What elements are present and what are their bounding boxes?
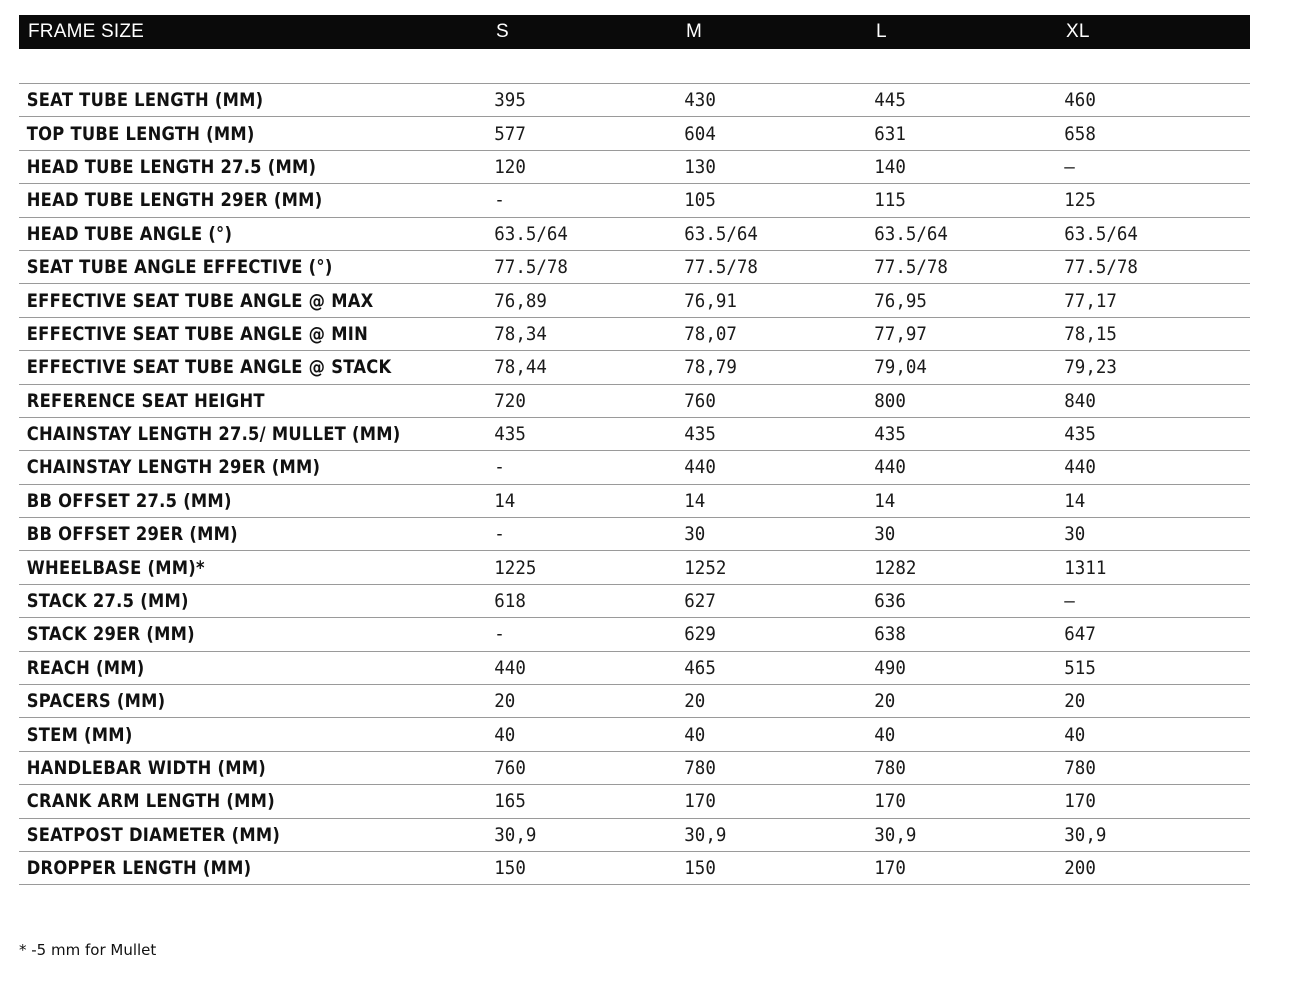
row-label: STACK 27.5 (MM) xyxy=(26,590,189,613)
cell-value-s: 618 xyxy=(494,590,526,613)
cell-value-l: 63.5/64 xyxy=(874,222,948,245)
cell-value-m: 20 xyxy=(684,690,706,713)
cell-value-xl: 658 xyxy=(1064,122,1096,145)
cell-value-xl: 20 xyxy=(1064,690,1086,713)
cell-value-m: 40 xyxy=(684,723,706,746)
header-label-frame-size: FRAME SIZE xyxy=(28,21,145,42)
cell-value-m: 430 xyxy=(684,89,716,112)
cell-value-s: 20 xyxy=(494,690,516,713)
cell-value-xl: 63.5/64 xyxy=(1064,222,1138,245)
table-row xyxy=(19,451,1250,484)
cell-value-s: 165 xyxy=(494,790,526,813)
cell-value-l: 77.5/78 xyxy=(874,256,948,279)
cell-value-m: 63.5/64 xyxy=(684,222,758,245)
row-label: BB OFFSET 27.5 (MM) xyxy=(26,489,232,512)
cell-value-m: 78,79 xyxy=(684,356,737,379)
cell-value-l: 77,97 xyxy=(874,322,927,345)
cell-value-m: 76,91 xyxy=(684,289,737,312)
cell-value-m: 170 xyxy=(684,790,716,813)
table-row xyxy=(19,385,1250,418)
row-label: EFFECTIVE SEAT TUBE ANGLE @ MIN xyxy=(26,322,369,345)
row-label: SPACERS (MM) xyxy=(26,690,166,713)
cell-value-s: 77.5/78 xyxy=(494,256,568,279)
cell-value-s: 14 xyxy=(494,489,516,512)
cell-value-s: 435 xyxy=(494,423,526,446)
row-label: HEAD TUBE ANGLE (°) xyxy=(26,222,233,245)
cell-value-xl: 77.5/78 xyxy=(1064,256,1138,279)
cell-value-m: 760 xyxy=(684,389,716,412)
cell-value-s: 63.5/64 xyxy=(494,222,568,245)
cell-value-xl: 14 xyxy=(1064,489,1086,512)
table-row xyxy=(19,218,1250,251)
row-label: SEAT TUBE ANGLE EFFECTIVE (°) xyxy=(26,256,333,279)
cell-value-s: 395 xyxy=(494,89,526,112)
cell-value-l: 638 xyxy=(874,623,906,646)
cell-value-l: 170 xyxy=(874,790,906,813)
cell-value-s: 150 xyxy=(494,857,526,880)
cell-value-xl: 40 xyxy=(1064,723,1086,746)
cell-value-l: 780 xyxy=(874,757,906,779)
row-label: TOP TUBE LENGTH (MM) xyxy=(26,122,255,145)
table-row xyxy=(19,184,1250,217)
row-label: EFFECTIVE SEAT TUBE ANGLE @ STACK xyxy=(26,356,392,379)
table-row xyxy=(19,685,1250,718)
cell-value-m: 1252 xyxy=(684,556,727,579)
cell-value-m: 604 xyxy=(684,122,716,145)
table-row xyxy=(19,785,1250,818)
cell-value-l: 445 xyxy=(874,89,906,112)
cell-value-xl: 440 xyxy=(1064,456,1096,479)
table-row xyxy=(19,551,1250,584)
cell-value-m: 77.5/78 xyxy=(684,256,758,279)
cell-value-l: 14 xyxy=(874,489,896,512)
row-label: HEAD TUBE LENGTH 29ER (MM) xyxy=(26,189,323,212)
cell-value-l: 30 xyxy=(874,523,896,546)
cell-value-m: 627 xyxy=(684,590,716,613)
table-row xyxy=(19,652,1250,685)
table-body xyxy=(19,84,1250,885)
table-header-row xyxy=(19,15,1250,49)
cell-value-s: 78,34 xyxy=(494,322,547,345)
row-label: STACK 29ER (MM) xyxy=(26,623,195,646)
cell-value-l: 79,04 xyxy=(874,356,927,379)
row-label: REFERENCE SEAT HEIGHT xyxy=(26,389,265,412)
table-row xyxy=(19,318,1250,351)
cell-value-m: 435 xyxy=(684,423,716,446)
footnote: * -5 mm for Mullet xyxy=(19,941,157,959)
row-label: CHAINSTAY LENGTH 27.5/ MULLET (MM) xyxy=(26,423,401,446)
table-row xyxy=(19,518,1250,551)
table-row xyxy=(19,618,1250,651)
cell-value-m: 629 xyxy=(684,623,716,646)
table-row xyxy=(19,251,1250,284)
cell-value-xl: 30 xyxy=(1064,523,1086,546)
cell-value-m: 14 xyxy=(684,489,706,512)
cell-value-xl: 30,9 xyxy=(1064,823,1107,846)
table-row xyxy=(19,284,1250,317)
cell-value-m: 465 xyxy=(684,656,716,679)
cell-value-l: 631 xyxy=(874,122,906,145)
cell-value-l: 636 xyxy=(874,590,906,613)
cell-value-xl: 840 xyxy=(1064,389,1096,412)
cell-value-l: 440 xyxy=(874,456,906,479)
cell-value-xl: 125 xyxy=(1064,189,1096,212)
row-label: REACH (MM) xyxy=(26,656,145,679)
cell-value-s: 577 xyxy=(494,122,526,145)
cell-value-l: 490 xyxy=(874,656,906,679)
cell-value-m: 105 xyxy=(684,189,716,212)
row-label: HANDLEBAR WIDTH (MM) xyxy=(26,757,267,779)
cell-value-m: 150 xyxy=(684,857,716,880)
cell-value-m: 780 xyxy=(684,757,716,779)
header-size-l: L xyxy=(876,21,887,42)
cell-value-m: 130 xyxy=(684,155,716,178)
row-label: BB OFFSET 29ER (MM) xyxy=(26,523,238,546)
geometry-table xyxy=(19,15,1250,885)
cell-value-xl: 79,23 xyxy=(1064,356,1117,379)
cell-value-s: 120 xyxy=(494,155,526,178)
table-row xyxy=(19,351,1250,384)
table-row xyxy=(19,718,1250,751)
row-label: SEATPOST DIAMETER (MM) xyxy=(26,823,281,846)
table-row xyxy=(19,752,1250,785)
cell-value-s: 78,44 xyxy=(494,356,547,379)
cell-value-s: - xyxy=(494,623,505,646)
cell-value-s: - xyxy=(494,523,505,546)
header-size-xl: XL xyxy=(1066,21,1090,42)
cell-value-s: 1225 xyxy=(494,556,537,579)
row-label: HEAD TUBE LENGTH 27.5 (MM) xyxy=(26,155,317,178)
cell-value-xl: 77,17 xyxy=(1064,289,1117,312)
cell-value-s: 30,9 xyxy=(494,823,537,846)
table-row xyxy=(19,485,1250,518)
cell-value-xl: 170 xyxy=(1064,790,1096,813)
row-label: CRANK ARM LENGTH (MM) xyxy=(26,790,275,813)
cell-value-xl: – xyxy=(1064,590,1075,613)
cell-value-l: 76,95 xyxy=(874,289,927,312)
cell-value-l: 435 xyxy=(874,423,906,446)
cell-value-m: 30,9 xyxy=(684,823,727,846)
cell-value-xl: 515 xyxy=(1064,656,1096,679)
cell-value-l: 20 xyxy=(874,690,896,713)
cell-value-s: - xyxy=(494,189,505,212)
cell-value-s: 76,89 xyxy=(494,289,547,312)
cell-value-m: 78,07 xyxy=(684,322,737,345)
cell-value-s: - xyxy=(494,456,505,479)
cell-value-s: 40 xyxy=(494,723,516,746)
table-row xyxy=(19,819,1250,852)
cell-value-s: 720 xyxy=(494,389,526,412)
cell-value-xl: – xyxy=(1064,155,1075,178)
table-row xyxy=(19,585,1250,618)
header-size-m: M xyxy=(686,21,703,42)
table-row xyxy=(19,418,1250,451)
row-label: CHAINSTAY LENGTH 29ER (MM) xyxy=(26,456,321,479)
cell-value-l: 170 xyxy=(874,857,906,880)
cell-value-m: 30 xyxy=(684,523,706,546)
table-row xyxy=(19,852,1250,885)
cell-value-s: 760 xyxy=(494,757,526,779)
row-label: WHEELBASE (MM)* xyxy=(26,556,205,579)
cell-value-xl: 780 xyxy=(1064,757,1096,779)
header-size-s: S xyxy=(496,21,509,42)
cell-value-xl: 460 xyxy=(1064,89,1096,112)
cell-value-m: 440 xyxy=(684,456,716,479)
cell-value-xl: 1311 xyxy=(1064,556,1107,579)
cell-value-l: 800 xyxy=(874,389,906,412)
cell-value-l: 30,9 xyxy=(874,823,917,846)
cell-value-l: 1282 xyxy=(874,556,917,579)
table-row xyxy=(19,84,1250,117)
row-label: EFFECTIVE SEAT TUBE ANGLE @ MAX xyxy=(26,289,374,312)
cell-value-xl: 435 xyxy=(1064,423,1096,446)
row-label: STEM (MM) xyxy=(26,723,133,746)
table-spacer-row xyxy=(19,49,1250,84)
row-label: DROPPER LENGTH (MM) xyxy=(26,857,252,880)
cell-value-l: 115 xyxy=(874,189,906,212)
cell-value-l: 140 xyxy=(874,155,906,178)
cell-value-xl: 200 xyxy=(1064,857,1096,880)
cell-value-l: 40 xyxy=(874,723,896,746)
row-label: SEAT TUBE LENGTH (MM) xyxy=(26,89,264,112)
table-row xyxy=(19,117,1250,150)
cell-value-xl: 647 xyxy=(1064,623,1096,646)
cell-value-s: 440 xyxy=(494,656,526,679)
cell-value-xl: 78,15 xyxy=(1064,322,1117,345)
table-row xyxy=(19,151,1250,184)
